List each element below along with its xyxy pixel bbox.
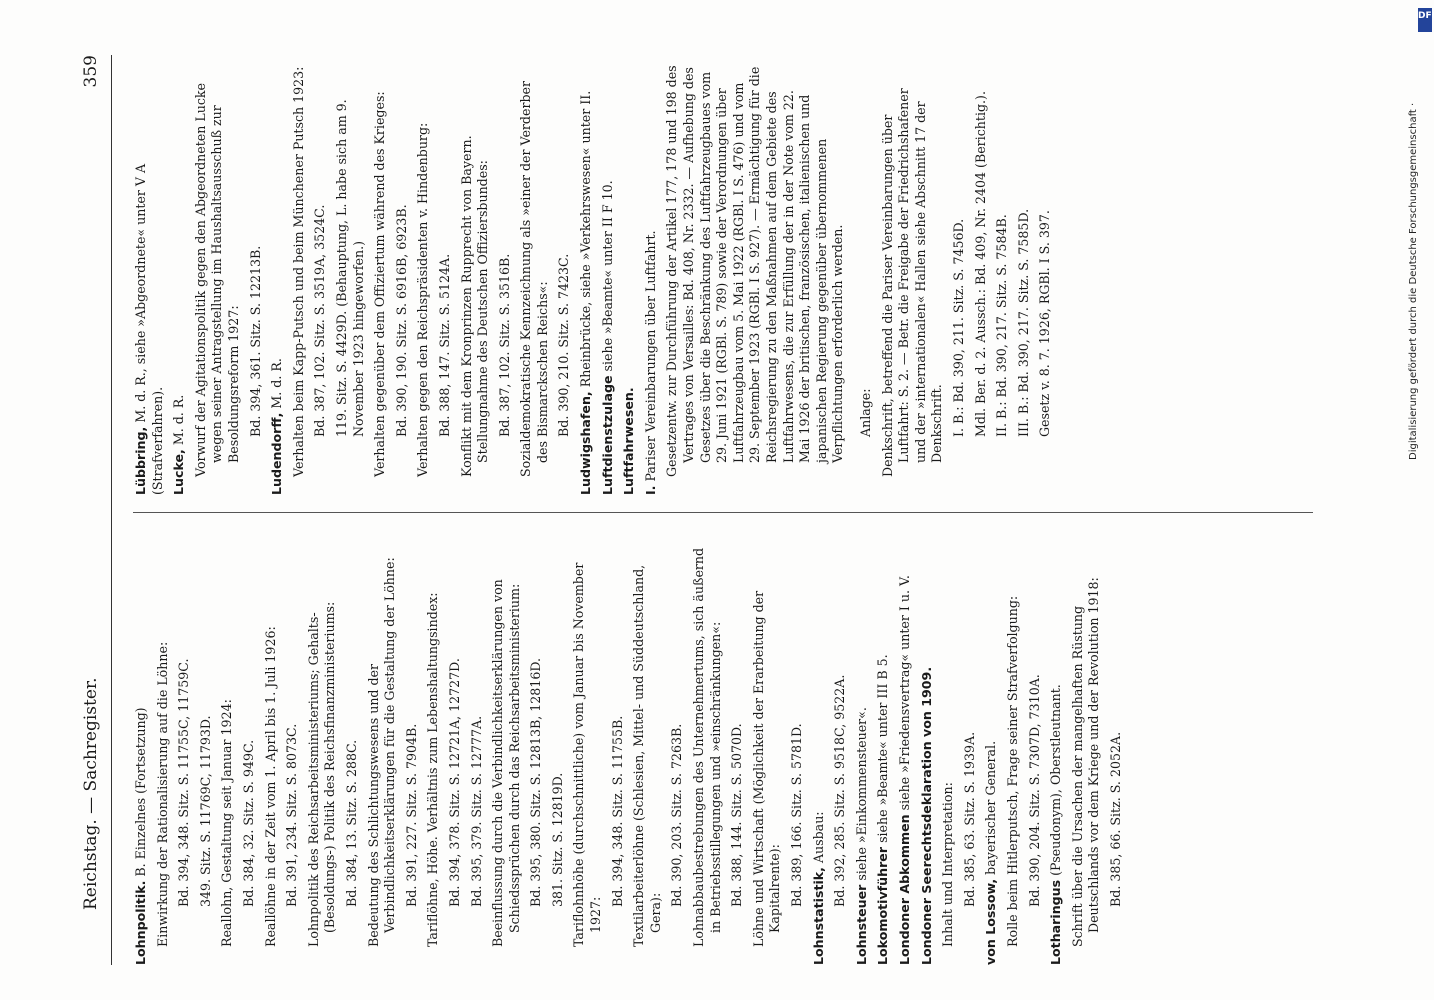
register-entry: [919, 535, 936, 965]
reference: II. B.: Bd. 390, 217. Sitz. S. 7584B.: [994, 214, 1010, 437]
entry-text: Rheinbrücke, siehe »Verkehrswesen« unter II.: [578, 90, 594, 392]
register-entry: [171, 65, 188, 495]
reference: 349. Sitz. S. 11769C, 11793D.: [197, 715, 213, 907]
entry-text: siehe »Friedensvertrag« unter I u. V.: [896, 575, 912, 815]
subentry: Rolle beim Hitlerputsch, Frage seiner Strafverfolgung:: [1004, 595, 1020, 947]
subentry: Reallohn, Gestaltung seit Januar 1924:: [219, 699, 235, 947]
subentry: Verhalten beim Kapp-Putsch und beim Münchener Putsch 1923:: [290, 66, 306, 477]
reference: Bd. 390, 204. Sitz. S. 7307D, 7310A.: [1026, 674, 1042, 907]
reference: Mdl. Ber. d. 2. Aussch.: Bd. 409, Nr. 2404 (Berichtig.).: [972, 91, 988, 437]
reference: Bd. 394, 361. Sitz. S. 12213B.: [247, 245, 263, 437]
register-entry: [897, 535, 914, 965]
reference: Bd. 384, 13. Sitz. S. 288C.: [343, 739, 359, 907]
entry-keyword: Luftdienstzulage: [599, 375, 615, 495]
subentry: Sozialdemokratische Kennzeichnung als »einer der Verderber des Bismarckschen Reichs«:: [518, 81, 550, 477]
subentry: Bedeutung des Schlichtungswesens und der Verbindlichkeitserklärungen für die Gestaltung der Löhne:: [365, 557, 398, 947]
register-entry: [811, 535, 828, 965]
entry-keyword: Ludendorff,: [269, 412, 285, 495]
reference: Bd. 388, 144. Sitz. S. 5070D.: [729, 723, 745, 907]
entry-keyword: Lokomotivführer: [875, 846, 891, 965]
reference: Bd. 388, 147. Sitz. S. 5124A.: [436, 253, 452, 437]
register-entry: [875, 535, 892, 965]
register-entry: [133, 65, 166, 495]
subentry: Verhalten gegen den Reichspräsidenten v. Hindenburg:: [415, 122, 431, 477]
entry-text: (Pseudonym), Oberstleutnant.: [1048, 684, 1064, 880]
entry-keyword: von Lossow,: [983, 878, 999, 965]
reference: Bd. 394, 378. Sitz. S. 12721A, 12727D.: [446, 658, 462, 907]
entry-keyword: Lucke,: [171, 449, 187, 495]
column-divider: [133, 512, 1313, 513]
running-header: [75, 55, 115, 965]
digitization-note-text: Digitalisierung gefördert durch die Deutsche Forschungsgemeinschaft ·: [1408, 102, 1419, 460]
reference: Bd. 385, 66. Sitz. S. 2052A.: [1107, 731, 1123, 907]
entry-keyword: Londoner Seerechtsdeklaration von 1909.: [918, 666, 934, 965]
reference: Bd. 394, 348. Sitz. S. 11755B.: [609, 715, 625, 907]
rotated-book-page: [75, 55, 1335, 965]
reference: Bd. 392, 285. Sitz. S. 9518C, 9522A.: [832, 674, 848, 907]
entry-text: B. Einzelnes (Fortsetzung): [133, 707, 148, 881]
entry-text: M. d. R., siehe »Abgeordnete« unter V A (Strafverfahren).: [133, 163, 165, 495]
reference: Bd. 387, 102. Sitz. S. 3516B.: [496, 253, 512, 437]
reference: Gesetz v. 8. 7. 1926, RGBl. I S. 397.: [1037, 210, 1053, 437]
page-number: 359: [81, 55, 101, 88]
reference: Bd. 390, 210. Sitz. S. 7423C.: [556, 253, 572, 437]
reference: Bd. 391, 227. Sitz. S. 7904B.: [403, 723, 419, 907]
entry-keyword: Londoner Abkommen: [896, 814, 912, 965]
subentry: Tariflohnhöhe (durchschnittliche) vom Januar bis November 1927:: [571, 562, 604, 947]
subentry: Textilarbeiterlöhne (Schlesien, Mittel- und Süddeutschland, Gera):: [631, 564, 663, 947]
register-entry: [643, 65, 660, 495]
header-title: Reichstag. — Sachregister.: [81, 677, 101, 910]
reference: Bd. 391, 234. Sitz. S. 8073C.: [284, 723, 300, 907]
reference: Bd. 395, 379. Sitz. S. 12777A.: [468, 715, 484, 907]
register-entry: [133, 535, 150, 965]
entry-text: M. d. R.: [171, 394, 187, 450]
subentry: Schrift über die Ursachen der mangelhaften Rüstung Deutschlands vor dem Kriege und der Revolution 1918:: [1069, 577, 1102, 947]
register-entry: [269, 65, 286, 495]
reference: Bd. 385, 63. Sitz. S. 1939A.: [961, 731, 977, 907]
subentry: Vorwurf der Agitationspolitik gegen den Abgeordneten Lucke wegen seiner Antragstellung im Haushaltsausschuß zur Besoldungsreform 1927:: [192, 83, 241, 477]
reference: Bd. 387, 102. Sitz. S. 3519A, 3524C.: [312, 204, 328, 437]
dfg-badge-text: DFG: [1418, 11, 1439, 21]
reference: Bd. 389, 166. Sitz. S. 5781D.: [789, 723, 804, 907]
reference: Bd. 390, 203. Sitz. S. 7263B.: [669, 723, 685, 907]
left-column: [133, 535, 1130, 965]
reference: 381. Sitz. S. 12819D.: [549, 772, 565, 907]
dfg-badge: [1418, 8, 1439, 32]
register-entry: [621, 65, 638, 495]
reference: Bd. 394, 348. Sitz. S. 11755C, 11759C.: [176, 658, 192, 907]
register-entry: [1048, 535, 1065, 965]
subentry: Gesetzentw. zur Durchführung der Artikel 177, 178 und 198 des Vertrages von Versailles: Bd. 408, Nr. 2332. — Aufhebung des Gesetzes über die Beschränkung des Luftfahrzeugbaues vom 29. Juni 1921 (RGBl. S. 789) sowie der Verordnungen über Luftfahrzeugbau vom 5. Mai 1922 (RGBl. I S. 476) und vom 29. September 1923 (RGBl. I S. 927). — Ermächtigung für die Reichsregierung zu den Maßnahmen auf dem Gebiete des Luftfahrwesens, die zur Erfüllung der in der Note vom 22. Mai 1926 der britischen, französischen, italienischen und japanischen Regierung gegenüber übernommenen Verpflichtungen erforderlich werden.: [664, 65, 846, 477]
entry-text: bayerischer General.: [983, 740, 999, 879]
subentry: Konflikt mit dem Kronprinzen Rupprecht von Bayern. Stellungnahme des Deutschen Offiziersbundes:: [458, 135, 491, 477]
entry-text: M. d. R.: [269, 358, 285, 413]
subentry: Denkschrift, betreffend die Pariser Vereinbarungen über Luftfahrt: S. 2. — Betr. die Freigabe der Friedrichshafener und der »internationalen« Hallen siehe Abschnitt 17 der Denkschrift.: [879, 88, 945, 477]
register-entry: [983, 535, 1000, 965]
reference: III. B.: Bd. 390, 217. Sitz. S. 7585D.: [1015, 208, 1031, 437]
header-rule: [111, 55, 112, 965]
subentry: Lohnabbaubestrebungen des Unternehmertums, sich äußernd in Betriebsstillegungen und »einschränkungen«:: [691, 547, 723, 947]
subentry: Verhalten gegenüber dem Offiziertum während des Krieges:: [372, 91, 388, 477]
subentry: Lohnpolitik des Reichsarbeitsministeriums; Gehalts- (Besoldungs-) Politik des Reichsfinanzministeriums:: [305, 601, 338, 947]
reference: Bd. 395, 380. Sitz. S. 12813B, 12816D.: [528, 658, 544, 907]
entry-keyword: Luftfahrwesen.: [621, 387, 637, 495]
register-entry: [854, 535, 871, 965]
entry-text: siehe »Beamte« unter III B 5.: [875, 654, 891, 847]
reference: Bd. 390, 190. Sitz. S. 6916B, 6923B.: [393, 204, 409, 437]
subentry: Beeinflussung durch die Verbindlichkeitserklärungen von Schiedssprüchen durch das Reichsarbeitsministerium:: [490, 579, 522, 947]
entry-text: Pariser Vereinbarungen über Luftfahrt.: [642, 230, 658, 486]
subentry: Reallöhne in der Zeit vom 1. April bis 1. Juli 1926:: [262, 626, 278, 947]
entry-text: Ausbau:: [810, 811, 826, 868]
entry-keyword: I.: [642, 485, 658, 495]
entry-keyword: Lohnstatistik,: [810, 867, 826, 965]
entry-keyword: Lohnsteuer: [853, 884, 869, 965]
subentry: Einwirkung der Rationalisierung auf die Löhne:: [154, 641, 170, 947]
entry-keyword: Lotharingus: [1048, 879, 1064, 965]
entry-text: siehe »Einkommensteuer«.: [853, 707, 869, 885]
reference: 119. Sitz. S. 4429D. (Behauptung, L. habe sich am 9. November 1923 hingeworfen.): [333, 99, 366, 437]
entry-keyword: Lohnpolitik.: [133, 880, 148, 965]
reference: I. B.: Bd. 390, 211. Sitz. S. 7456D.: [950, 218, 966, 437]
subentry: Löhne und Wirtschaft (Möglichkeit der Erarbeitung der Kapitalrente):: [750, 590, 783, 947]
right-column: [133, 65, 1059, 495]
subentry: Tariflöhne, Höhe. Verhältnis zum Lebenshaltungsindex:: [425, 592, 441, 947]
register-entry: [600, 65, 617, 495]
reference: Anlage:: [857, 388, 873, 437]
reference: Bd. 384, 32. Sitz. S. 949C.: [240, 739, 256, 907]
register-entry: [578, 65, 595, 495]
entry-keyword: Ludwigshafen,: [578, 391, 594, 495]
entry-text: siehe »Beamte« unter II F 10.: [599, 180, 615, 376]
entry-keyword: Lübbring,: [133, 426, 148, 495]
subentry: Inhalt und Interpretation:: [940, 782, 956, 947]
